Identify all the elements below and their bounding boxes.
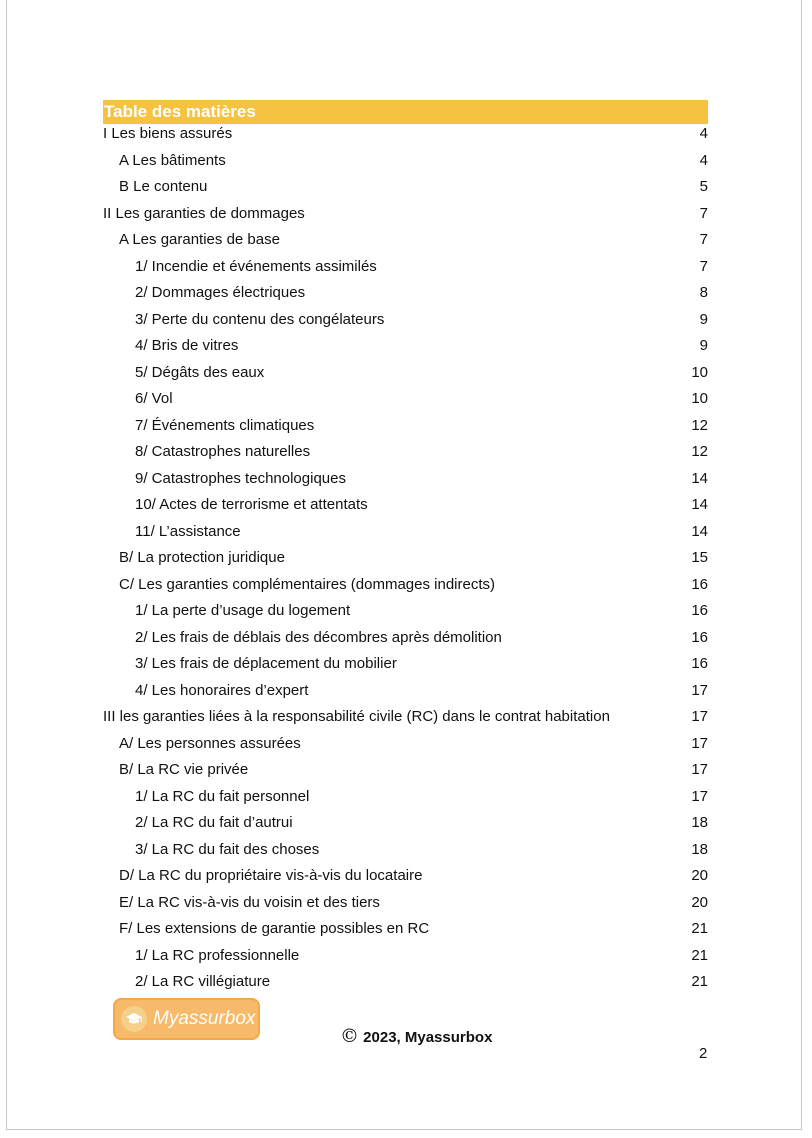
toc-entry[interactable] <box>103 333 708 360</box>
toc-entry-page: 8 <box>699 284 708 301</box>
toc-entry[interactable] <box>103 572 708 599</box>
toc-entry-title: 7/ Événements climatiques <box>135 416 315 434</box>
toc-entry-page: 17 <box>691 708 708 725</box>
toc-entry-page: 21 <box>691 946 708 964</box>
toc-entry-title: 3/ La RC du fait des choses <box>135 840 320 858</box>
toc-entry-title: 3/ Perte du contenu des congélateurs <box>135 310 385 328</box>
toc-entry-title: 8/ Catastrophes naturelles <box>135 443 311 460</box>
toc-entry-title: 5/ Dégâts des eaux <box>135 363 265 381</box>
toc-entry-page: 10 <box>691 363 708 381</box>
toc-entry-page: 7 <box>699 257 708 275</box>
toc-entry[interactable] <box>103 280 708 307</box>
toc-entry-title: I Les biens assurés <box>103 125 233 142</box>
toc-entry[interactable] <box>103 943 708 970</box>
toc-entry-page: 21 <box>691 973 708 990</box>
table-of-contents <box>103 121 708 996</box>
toc-entry-page: 7 <box>699 231 708 248</box>
toc-entry-title: A Les garanties de base <box>119 231 280 248</box>
toc-entry-title: A/ Les personnes assurées <box>119 734 301 752</box>
toc-entry-title: 1/ La RC du fait personnel <box>135 787 310 805</box>
toc-entry-title: 1/ Incendie et événements assimilés <box>135 257 377 275</box>
toc-entry[interactable] <box>103 466 708 493</box>
toc-entry-page: 4 <box>699 125 708 142</box>
toc-entry-page: 9 <box>699 310 708 328</box>
toc-entry-title: B/ La RC vie privée <box>119 761 249 778</box>
copyright-symbol: © <box>340 1025 359 1047</box>
toc-entry-title: 2/ La RC villégiature <box>135 973 271 990</box>
toc-entry[interactable] <box>103 651 708 678</box>
toc-entry-title: 1/ La perte d’usage du logement <box>135 602 351 619</box>
graduation-cap-icon <box>121 1006 147 1032</box>
toc-entry-title: E/ La RC vis-à-vis du voisin et des tiers <box>119 893 380 911</box>
toc-entry[interactable] <box>103 731 708 758</box>
toc-entry-page: 17 <box>691 681 708 699</box>
toc-entry-page: 7 <box>699 204 708 222</box>
toc-entry[interactable] <box>103 837 708 864</box>
toc-entry[interactable] <box>103 969 708 996</box>
toc-entry-title: 3/ Les frais de déplacement du mobilier <box>135 655 397 672</box>
toc-entry[interactable] <box>103 890 708 917</box>
toc-entry-page: 14 <box>691 522 708 540</box>
toc-entry-page: 15 <box>691 549 708 566</box>
toc-entry-page: 21 <box>691 920 708 937</box>
toc-entry[interactable] <box>103 625 708 652</box>
toc-entry-title: 9/ Catastrophes technologiques <box>135 469 346 487</box>
toc-entry-title: 6/ Vol <box>135 390 173 407</box>
toc-entry-page: 16 <box>691 602 708 619</box>
toc-entry-page: 16 <box>691 628 708 646</box>
toc-entry[interactable] <box>103 307 708 334</box>
toc-entry-page: 5 <box>699 178 708 195</box>
toc-entry-title: B Le contenu <box>119 178 208 195</box>
toc-entry-title: D/ La RC du propriétaire vis-à-vis du locataire <box>119 867 423 884</box>
toc-entry-title: III les garanties liées à la responsabilité civile (RC) dans le contrat habitation <box>103 708 610 725</box>
toc-entry-page: 14 <box>691 469 708 487</box>
toc-entry-page: 12 <box>691 443 708 460</box>
toc-entry[interactable] <box>103 121 708 148</box>
toc-entry[interactable] <box>103 916 708 943</box>
toc-entry-page: 14 <box>691 496 708 513</box>
copyright-text: 2023, Myassurbox <box>363 1029 493 1046</box>
copyright-notice <box>340 1025 492 1047</box>
toc-entry-title: B/ La protection juridique <box>119 549 285 566</box>
toc-entry-title: A Les bâtiments <box>119 151 226 169</box>
toc-entry-page: 12 <box>691 416 708 434</box>
toc-entry[interactable] <box>103 598 708 625</box>
toc-entry-page: 18 <box>691 840 708 858</box>
toc-entry-title: 2/ La RC du fait d’autrui <box>135 814 293 831</box>
toc-entry[interactable] <box>103 810 708 837</box>
toc-entry[interactable] <box>103 227 708 254</box>
toc-title: Table des matières <box>103 100 708 124</box>
toc-entry-title: F/ Les extensions de garantie possibles en RC <box>119 920 430 937</box>
toc-entry-title: 11/ L’assistance <box>135 522 241 540</box>
toc-entry[interactable] <box>103 386 708 413</box>
page-number: 2 <box>699 1045 708 1062</box>
toc-entry-page: 17 <box>691 787 708 805</box>
toc-entry-page: 18 <box>691 814 708 831</box>
toc-entry-page: 20 <box>691 893 708 911</box>
toc-entry[interactable] <box>103 757 708 784</box>
toc-entry-title: 4/ Les honoraires d’expert <box>135 681 309 699</box>
toc-entry[interactable] <box>103 360 708 387</box>
toc-entry[interactable] <box>103 413 708 440</box>
toc-entry-title: 4/ Bris de vitres <box>135 337 239 354</box>
brand-logo <box>113 998 260 1040</box>
toc-entry[interactable] <box>103 148 708 175</box>
toc-entry[interactable] <box>103 863 708 890</box>
toc-entry-page: 10 <box>691 390 708 407</box>
toc-entry-title: 1/ La RC professionnelle <box>135 946 300 964</box>
toc-entry-title: 10/ Actes de terrorisme et attentats <box>135 496 368 513</box>
toc-entry[interactable] <box>103 439 708 466</box>
toc-entry[interactable] <box>103 492 708 519</box>
toc-entry-title: 2/ Dommages électriques <box>135 284 306 301</box>
toc-entry-title: II Les garanties de dommages <box>103 204 305 222</box>
toc-entry-title: 2/ Les frais de déblais des décombres après démolition <box>135 628 502 646</box>
toc-entry-page: 9 <box>699 337 708 354</box>
toc-entry[interactable] <box>103 254 708 281</box>
toc-entry-title: C/ Les garanties complémentaires (dommages indirects) <box>119 575 495 593</box>
toc-entry[interactable] <box>103 174 708 201</box>
toc-entry-page: 17 <box>691 761 708 778</box>
toc-entry-page: 4 <box>699 151 708 169</box>
toc-entry-page: 16 <box>691 575 708 593</box>
toc-entry[interactable] <box>103 784 708 811</box>
logo-text: Myassurbox <box>153 1008 256 1029</box>
toc-entry[interactable] <box>103 201 708 228</box>
toc-entry-page: 16 <box>691 655 708 672</box>
toc-entry[interactable] <box>103 704 708 731</box>
toc-entry[interactable] <box>103 519 708 546</box>
toc-entry-page: 17 <box>691 734 708 752</box>
toc-entry-page: 20 <box>691 867 708 884</box>
toc-entry[interactable] <box>103 678 708 705</box>
toc-entry[interactable] <box>103 545 708 572</box>
